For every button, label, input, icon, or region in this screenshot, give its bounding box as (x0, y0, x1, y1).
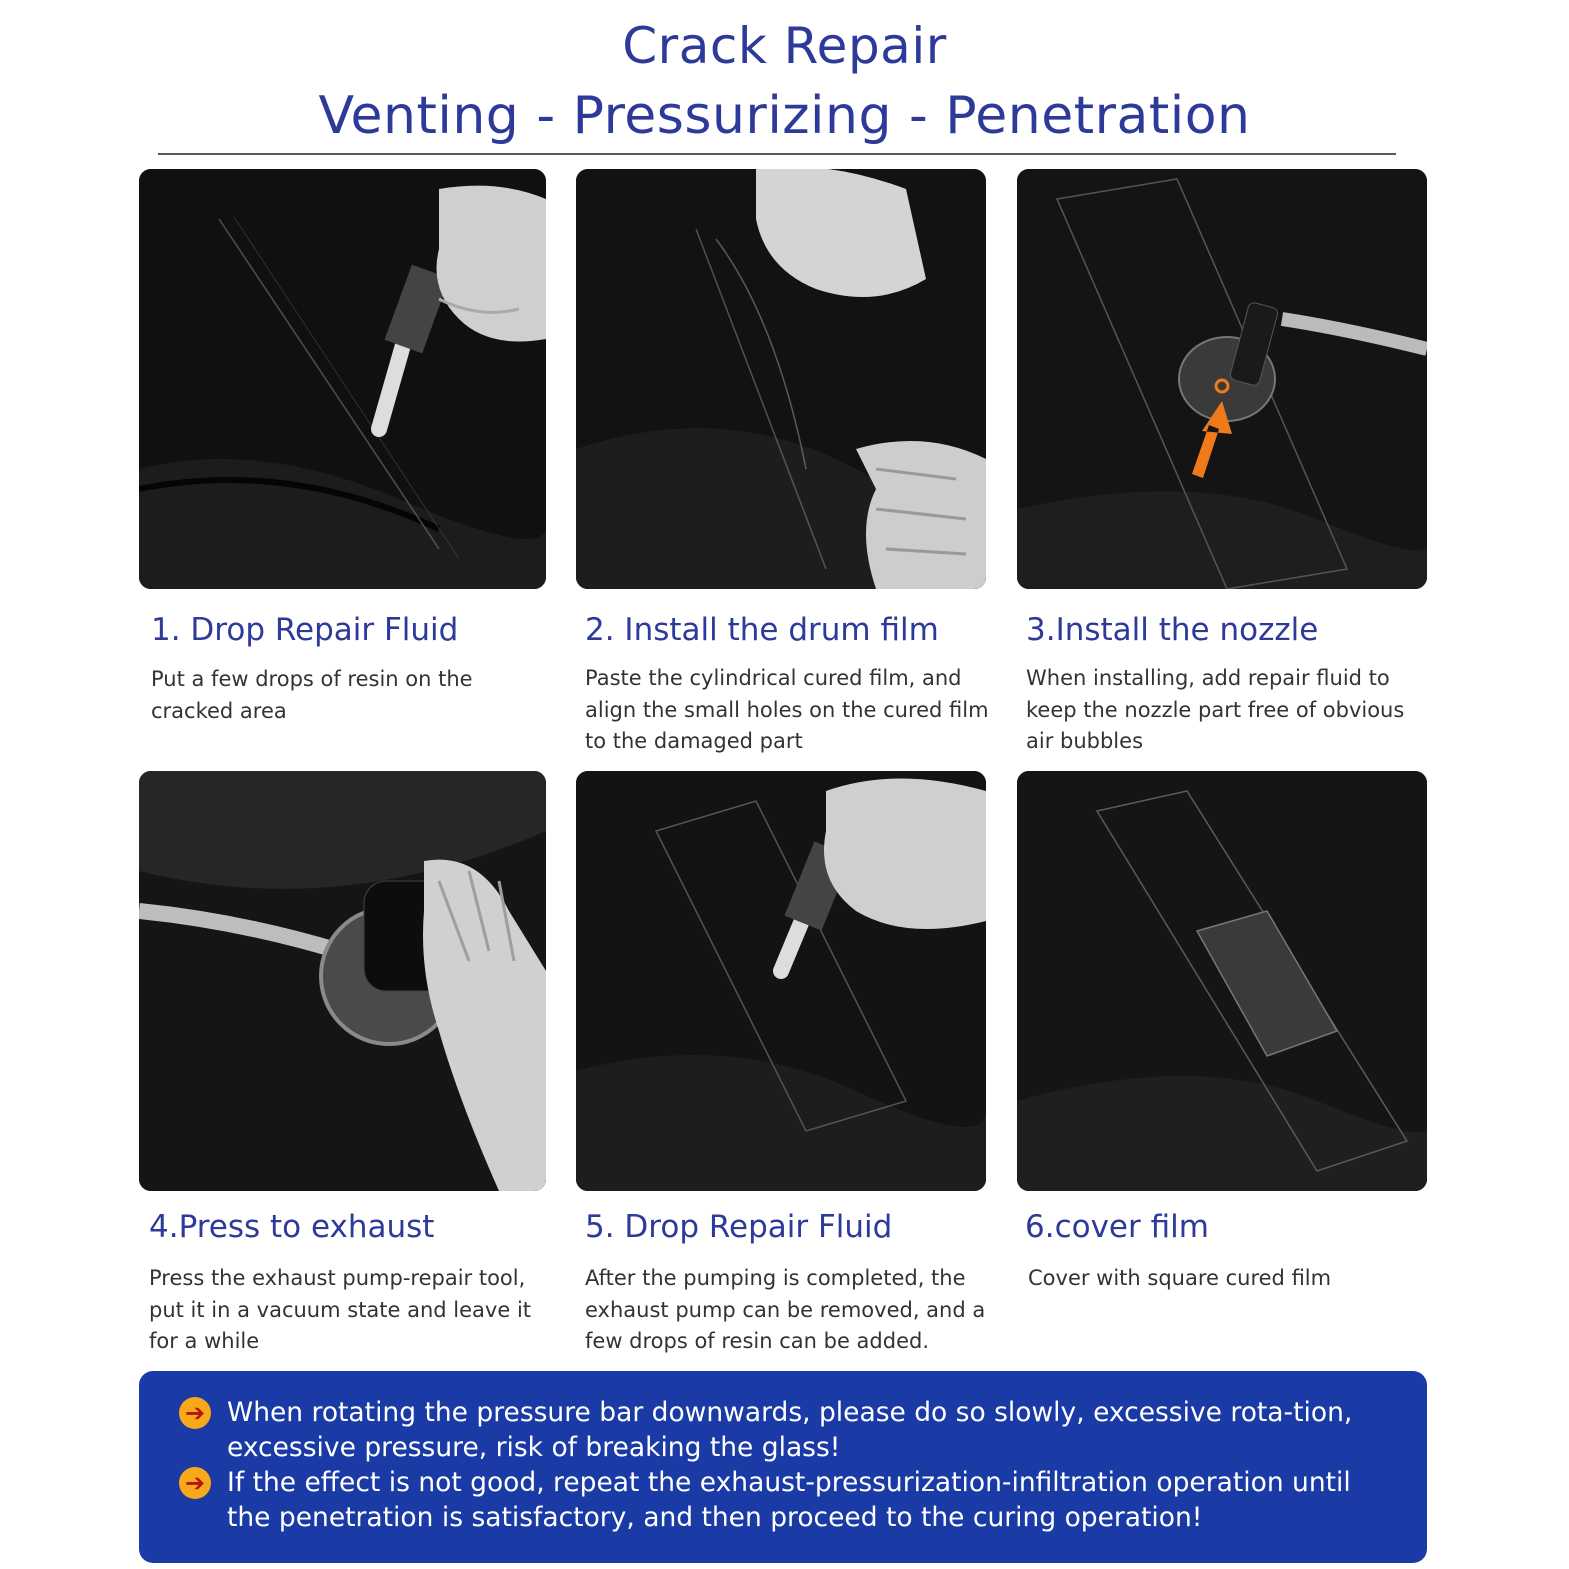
step-3-title: 3.Install the nozzle (1026, 612, 1319, 648)
step-1-photo (139, 169, 546, 589)
step-1-description: Put a few drops of resin on the cracked area (151, 667, 473, 723)
arrow-right-circle-icon: ➔ (179, 1397, 211, 1429)
warning-notice-box (139, 1371, 1427, 1563)
step-5-title: 5. Drop Repair Fluid (585, 1209, 893, 1245)
step-4-photo (139, 771, 546, 1191)
arrow-right-circle-icon: ➔ (179, 1467, 211, 1499)
page-title-line-1: Crack Repair (622, 17, 947, 75)
step-1-title: 1. Drop Repair Fluid (151, 612, 459, 648)
step-5-description: After the pumping is completed, the exhaust pump can be removed, and a few drops of resin can be added. (585, 1266, 986, 1353)
title-divider (158, 153, 1396, 155)
step-4-description: Press the exhaust pump-repair tool, put it in a vacuum state and leave it for a while (149, 1266, 532, 1353)
step-2-title: 2. Install the drum film (585, 612, 939, 648)
notice-text: When rotating the pressure bar downwards, please do so slowly, excessive rota-tion, excessive pressure, risk of breaking the glass! (227, 1397, 1353, 1463)
step-2-photo (576, 169, 986, 589)
page-title-line-2: Venting - Pressurizing - Penetration (318, 86, 1251, 146)
step-6-description: Cover with square cured film (1028, 1266, 1332, 1290)
step-6-photo (1017, 771, 1427, 1191)
step-3-description: When installing, add repair fluid to keep the nozzle part free of obvious air bubbles (1026, 666, 1405, 753)
step-5-photo (576, 771, 986, 1191)
step-4-title: 4.Press to exhaust (149, 1209, 435, 1245)
step-3-photo (1017, 169, 1427, 589)
notice-text: If the effect is not good, repeat the exhaust-pressurization-infiltration operation until the penetration is satisfactory, and then proceed to the curing operation! (227, 1467, 1351, 1533)
step-2-description: Paste the cylindrical cured film, and align the small holes on the cured film to the damaged part (585, 666, 989, 753)
step-6-title: 6.cover film (1025, 1209, 1209, 1245)
